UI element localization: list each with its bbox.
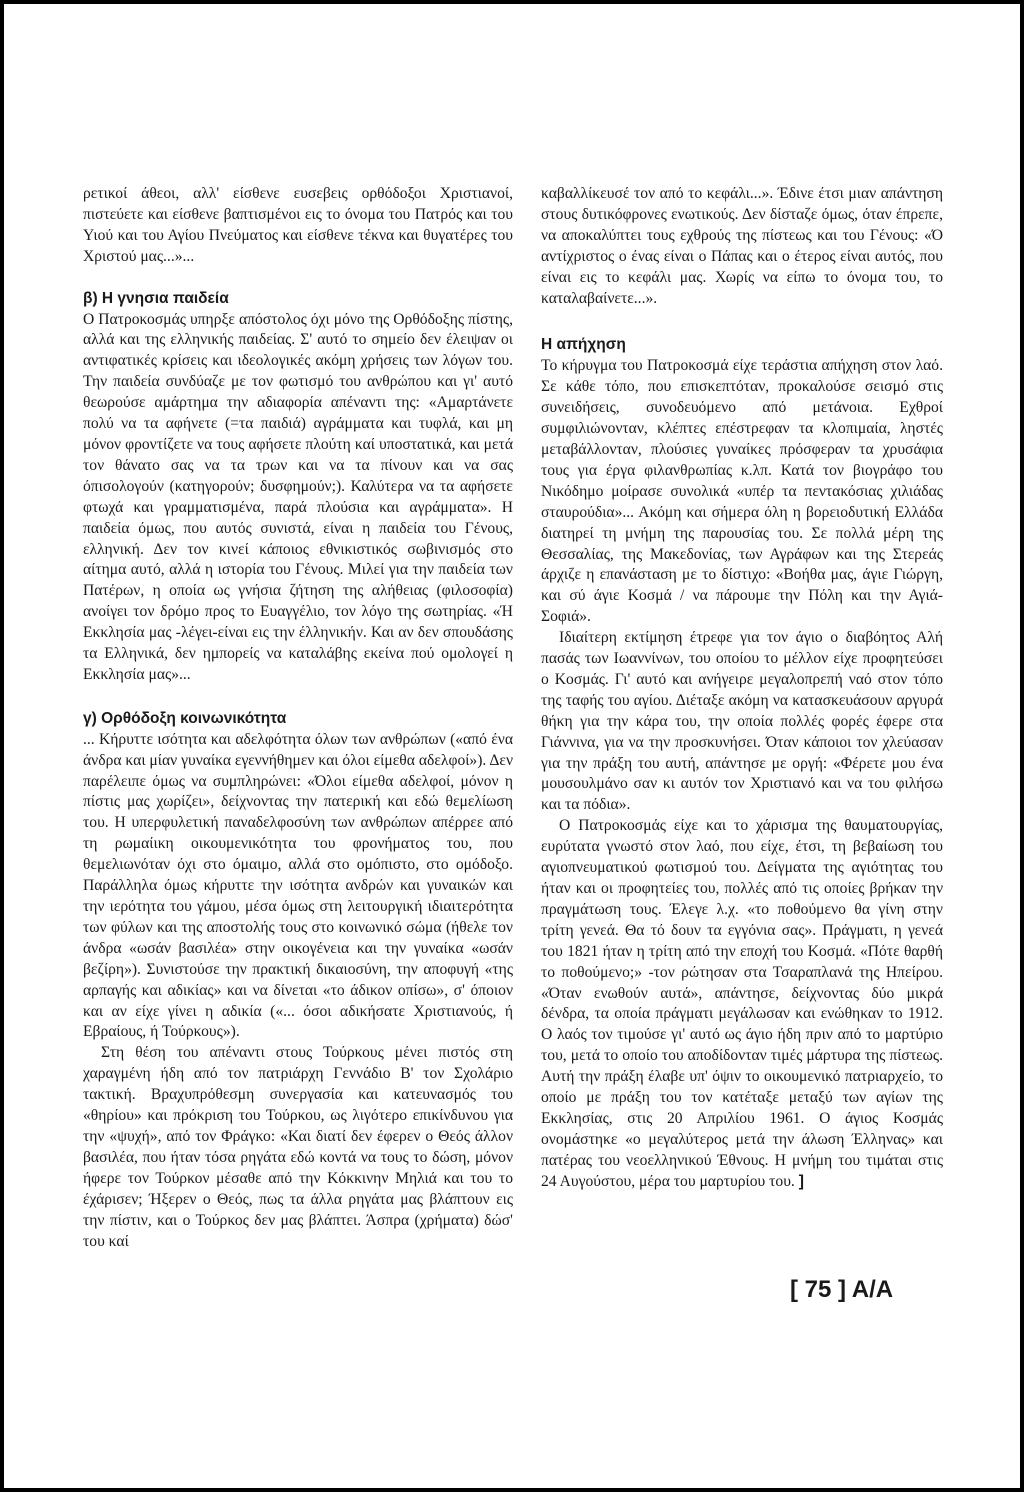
end-mark: ]	[798, 1172, 804, 1190]
paragraph: Το κήρυγμα του Πατροκοσμά είχε τεράστια απήχηση στον λαό. Σε κάθε τόπο, που επισκεπτόταν, προκαλούσε σεισμό στις συνειδήσεις, συνοδευόμενο από μετάνοια. Εχθροί συμφιλιώνονταν, κλέπτες επέστρεφαν τα κλοπιμαία, ληστές μεταβάλλονταν, πλούσιες γυναίκες πρόσφεραν τα χρυσάφια τους για έργα φιλανθρωπίας κ.λπ. Κατά τον βιογράφο του Νικόδημο μοίρασε συνολικά «υπέρ τα πεντακόσιας χιλιάδας σταυρούδια»... Ακόμη και σήμερα όλη η βορειοδυτική Ελλάδα διατηρεί τη μνήμη της παρουσίας του. Σε πολλά μέρη της Θεσσαλίας, της Μακεδονίας, των Αγράφων και της Στερεάς άρχιζε η επανάσταση με το δίστιχο: «Βοήθα μας, άγιε Γιώργη, και σύ άγιε Κοσμά / να πάρουμε την Πόλη και την Αγιά-Σοφιά».	[541, 357, 943, 626]
paragraph: καβαλλίκευσέ τον από το κεφάλι...». Έδινε έτσι μιαν απάντηση στους δυτικόφρονες ενωτικούς. Δεν δίσταζε όμως, όταν έπρεπε, να αποκαλύπτει τους εχθρούς της πίστεως και του Γένους: «Ό αντίχριστος ο ένας είναι ο Πάπας και ο έτερος είναι αυτός, που είναι εις το κεφάλι μας. Χωρίς να είπω το όνομα του, το καταλαβαίνετε...».	[541, 185, 943, 307]
left-column	[83, 184, 513, 1252]
section-heading-b: β) Η γνησια παιδεία	[83, 289, 229, 307]
paragraph: Στη θέση του απέναντι στους Τούρκους μένει πιστός στη χαραγμένη ήδη από τον πατριάρχη Γεννάδιο Β' τον Σχολάριο τακτική. Βραχυπρόθεσμη συνεργασία και κατευνασμός του «θηρίου» και πρόκριση του Τούρκου, ως λιγότερο επικίνδυνου για την «ψυχή», από τον Φράγκο: «Και διατί δεν έφερεν ο Θεός άλλον βασιλέα, που ήταν τόσα ρηγάτα εδώ κοντά να τους το δώση, μόνον ήφερε τον Τούρκον μέσαθε από την Κόκκινην Μηλιά και του το έχάρισεν; Ήξερεν ο Θεός, πως τα άλλα ρηγάτα μας βλάπτουν εις την πίστιν, και ο Τούρκος δεν μας βλάπτει. Άσπρα (χρήματα) δώσ' του καί	[83, 1044, 513, 1250]
page-number: [ 75 ] A/A	[790, 1276, 894, 1303]
right-column	[541, 184, 943, 1193]
paragraph	[541, 816, 943, 1192]
page	[4, 4, 1020, 1488]
section-heading-apichisi: Η απήχηση	[541, 336, 626, 354]
section-heading-c: γ) Ορθόδοξη κοινωνικότητα	[83, 709, 287, 727]
paragraph-text: Ο Πατροκοσμάς είχε και το χάρισμα της θαυματουργίας, ευρύτατα γνωστό στον λαό, που είχε, έτσι, τη βεβαίωση του αγιοπνευματικού φωτισμού του. Δείγματα της αγιότητας του ήταν και οι προφητείες του, πολλές από τις οποίες βρήκαν την πραγμάτωση τους. Έλεγε λ.χ. «το ποθούμενο θα γίνη στην τρίτη γενεά. Θα τό δουν τα εγγόνια σας». Πράγματι, η γενεά του 1821 ήταν η τρίτη από την εποχή του Κοσμά. «Πότε θαρθή το ποθούμενο;» -τον ρώτησαν στα Τσαραπλανά της Ηπείρου. «Όταν ενωθούν αυτά», απάντησε, δείχνοντας δύο μικρά δένδρα, τα οποία πράγματι μεγάλωσαν και ενώθηκαν το 1912. Ο λαός τον τιμούσε γι' αυτό ως άγιο ήδη πριν από το μαρτύριο του, μετά το οποίο του αποδίδονταν τιμές μάρτυρα της πίστεως. Αυτή την πράξη έλαβε υπ' όψιν το οικουμενικό πατριαρχείο, το οποίο με πράξη του τον κατέταξε μεταξύ των αγίων της Εκκλησίας, στις 20 Απριλίου 1961. Ο άγιος Κοσμάς ονομάστηκε «ο μεγαλύτερος μετά την άλωση Έλληνας» και πατέρας του νεοελληνικού Έθνους. Η μνήμη του τιμάται στις 24 Αυγούστου, μέρα του μαρτυρίου του.	[541, 817, 943, 1190]
paragraph: ρετικοί άθεοι, αλλ' είσθενε ευσεβεις ορθόδοξοι Χριστιανοί, πιστεύετε και είσθενε βαπτισμένοι εις το όνομα του Πατρός και του Υιού και του Αγίου Πνεύματος και είσθενε τέκνα και θυγατέρες του Χριστού μας...»...	[83, 185, 513, 265]
paragraph: Ιδιαίτερη εκτίμηση έτρεφε για τον άγιο ο διαβόητος Αλή πασάς των Ιωαννίνων, του οποίου το μέλλον είχε προφητεύσει ο Κοσμάς. Γι' αυτό και ανήγειρε μεγαλοπρεπή ναό στον τόπο της ταφής του αγίου. Διέταξε ακόμη να κατασκευάσουν αργυρά θήκη για την κάρα του, την οποία πολλές φορές έφερε στα Γιάννινα, για να την προσκυνήσει. Όταν κάποιοι τον χλεύασαν για την πράξη του αυτή, απάντησε με οργή: «Φέρετε μου ένα μουσουλμάνο σαν κι αυτόν τον Χριστιανό και να του φιλήσω και τα πόδια».	[541, 629, 943, 814]
paragraph: Ο Πατροκοσμάς υπηρξε απόστολος όχι μόνο της Ορθόδοξης πίστης, αλλά και της ελληνικής παιδείας. Σ' αυτό το σημείο δεν έλειψαν οι αντιφατικές κρίσεις και ιδεολογικές ακόμη χρήσεις των λόγων του. Την παιδεία συνδύαζε με τον φωτισμό του ανθρώπου και γι' αυτό θεωρούσε αμάρτημα την αδιαφορία απέναντι της: «Αμαρτάνετε πολύ να τα αφήνετε (=τα παιδιά) αγράμματα και τυφλά, και μη μόνον φροντίζετε να τους αφήσετε πλούτη καί υποστατικά, και μετά τον θάνατο σας να τα τρων και να τα πίνουν και να σας όπισολογούν (κατηγορούν; δυσφημούν;). Καλύτερα να τα αφήσετε φτωχά και γραμματισμένα, παρά πλούσια και αγράμματα». Η παιδεία όμως, που αυτός συνιστά, είναι η παιδεία του Γένους, ελληνική. Δεν τον κινεί κάποιος εθνικιστικός σωβινισμός στο αίτημα αυτό, αλλά η ιστορία του Γένους. Μιλεί για την παιδεία των Πατέρων, η οποία ως γνήσια ζήτηση της αλήθειας (φιλοσοφία) ανοίγει τον δρόμο προς το Ευαγγέλιο, τον λόγο της σωτηρίας. «Ή Εκκλησία μας -λέγει-είναι εις την έλληνικήν. Και αν δεν σπουδάσης τα Ελληνικά, δεν ημπορείς να καταλάβης εκείνα πού ομολογεί η Εκκλησία μας»...	[83, 310, 513, 683]
paragraph: ... Κήρυττε ισότητα και αδελφότητα όλων των ανθρώπων («από ένα άνδρα και μίαν γυναίκα εγεννήθημεν και όλοι είμεθα αδελφοί»). Δεν παρέλειπε όμως να συμπληρώνει: «Όλοι είμεθα αδελφοί, μόνον η πίστις μας χωρίζει», δείχνοντας την πατερική και εδώ θεμελίωση του. Η υπερφυλετική παναδελφοσύνη των ανθρώπων απέρρεε από τη ρωμαίικη οικουμενικότητα του φρονήματος του, που θεμελιωνόταν όχι στο όμαιμο, αλλά στο ομόπιστο, στο ομόδοξο. Παράλληλα όμως κήρυττε την ισότητα ανδρών και γυναικών και την ιερότητα του γάμου, μέσα όμως στη λειτουργική ιδιαιτερότητα των φύλων και της αποστολής τους στο κοινωνικό σώμα (ήθελε τον άνδρα «ωσάν βασιλέα» στην οικογένεια και την γυναίκα «ωσάν βεζίρη»). Συνιστούσε την πρακτική δικαιοσύνη, την αποφυγή «της αρπαγής και αδικίας» και να δίνεται «το άδικον οπίσω», σ' όποιον και αν είχε γίνει η αδικία («... όσοι αδικήσατε Χριστιανούς, ή Εβραίους, ή Τούρκους»).	[83, 730, 513, 1041]
